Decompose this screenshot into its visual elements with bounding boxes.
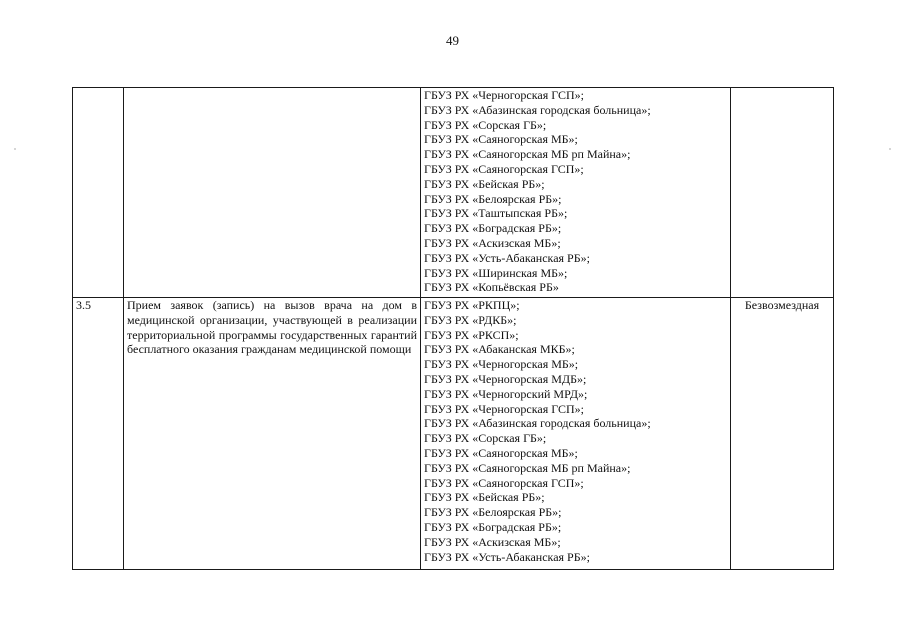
organization-item: ГБУЗ РХ «РДКБ»; bbox=[424, 312, 517, 327]
fee-cell: Безвозмездная bbox=[731, 298, 834, 570]
organization-item: ГБУЗ РХ «Черногорская ГСП»; bbox=[424, 88, 585, 102]
organization-item: ГБУЗ РХ «Саяногорская МБ рп Майна»; bbox=[424, 147, 631, 162]
organization-item: ГБУЗ РХ «Черногорская МДБ»; bbox=[424, 371, 587, 386]
organization-item: ГБУЗ РХ «Боградская РБ»; bbox=[424, 221, 562, 236]
organization-item: ГБУЗ РХ «Саяногорская МБ рп Майна»; bbox=[424, 460, 631, 475]
organization-item: ГБУЗ РХ «Абазинская городская больница»; bbox=[424, 102, 651, 117]
organization-item: ГБУЗ РХ «Таштыпская РБ»; bbox=[424, 206, 568, 221]
organization-item: ГБУЗ РХ «Сорская ГБ»; bbox=[424, 431, 547, 446]
organization-item: ГБУЗ РХ «Ширинская МБ»; bbox=[424, 265, 568, 280]
scan-speck bbox=[14, 148, 16, 150]
organization-item: ГБУЗ РХ «Боградская РБ»; bbox=[424, 519, 562, 534]
organization-item: ГБУЗ РХ «Черногорская ГСП»; bbox=[424, 401, 585, 416]
page-number: 49 bbox=[446, 33, 459, 48]
organization-item: ГБУЗ РХ «Копьёвская РБ» bbox=[424, 280, 559, 295]
organizations-cell bbox=[421, 298, 731, 570]
organization-item: ГБУЗ РХ «РКПЦ»; bbox=[424, 298, 520, 312]
organization-item: ГБУЗ РХ «Бейская РБ»; bbox=[424, 176, 545, 191]
organization-item: ГБУЗ РХ «РКСП»; bbox=[424, 327, 519, 342]
organization-item: ГБУЗ РХ «Усть-Абаканская РБ»; bbox=[424, 250, 590, 265]
organization-item: ГБУЗ РХ «Усть-Абаканская РБ»; bbox=[424, 549, 590, 564]
table-row bbox=[73, 88, 834, 298]
row-number-cell: 3.5 bbox=[73, 298, 124, 570]
fee-cell bbox=[731, 88, 834, 298]
table-row bbox=[73, 298, 834, 570]
organization-item: ГБУЗ РХ «Аскизская МБ»; bbox=[424, 534, 561, 549]
organization-item: ГБУЗ РХ «Аскизская МБ»; bbox=[424, 235, 561, 250]
organization-item: ГБУЗ РХ «Черногорский МРД»; bbox=[424, 386, 588, 401]
organization-item: ГБУЗ РХ «Саяногорская ГСП»; bbox=[424, 475, 584, 490]
organization-item: ГБУЗ РХ «Саяногорская МБ»; bbox=[424, 445, 578, 460]
service-description: Прием заявок (запись) на вызов врача на дом в медицинской организации, участвующей в реализации территориальной программы государственных гарантий бесплатного оказания гражданам медицинской помощи bbox=[127, 298, 417, 357]
organization-item: ГБУЗ РХ «Бейская РБ»; bbox=[424, 490, 545, 505]
organization-item: ГБУЗ РХ «Сорская ГБ»; bbox=[424, 117, 547, 132]
row-number-cell bbox=[73, 88, 124, 298]
organization-item: ГБУЗ РХ «Абаканская МКБ»; bbox=[424, 342, 575, 357]
organization-item: ГБУЗ РХ «Саяногорская ГСП»; bbox=[424, 161, 584, 176]
services-table bbox=[72, 87, 834, 570]
organization-item: ГБУЗ РХ «Белоярская РБ»; bbox=[424, 191, 562, 206]
scan-speck bbox=[889, 148, 891, 150]
organization-item: ГБУЗ РХ «Черногорская МБ»; bbox=[424, 357, 579, 372]
organization-item: ГБУЗ РХ «Абазинская городская больница»; bbox=[424, 416, 651, 431]
service-description-cell bbox=[124, 298, 421, 570]
organization-item: ГБУЗ РХ «Саяногорская МБ»; bbox=[424, 132, 578, 147]
organizations-cell bbox=[421, 88, 731, 298]
service-description-cell bbox=[124, 88, 421, 298]
organization-item: ГБУЗ РХ «Белоярская РБ»; bbox=[424, 505, 562, 520]
